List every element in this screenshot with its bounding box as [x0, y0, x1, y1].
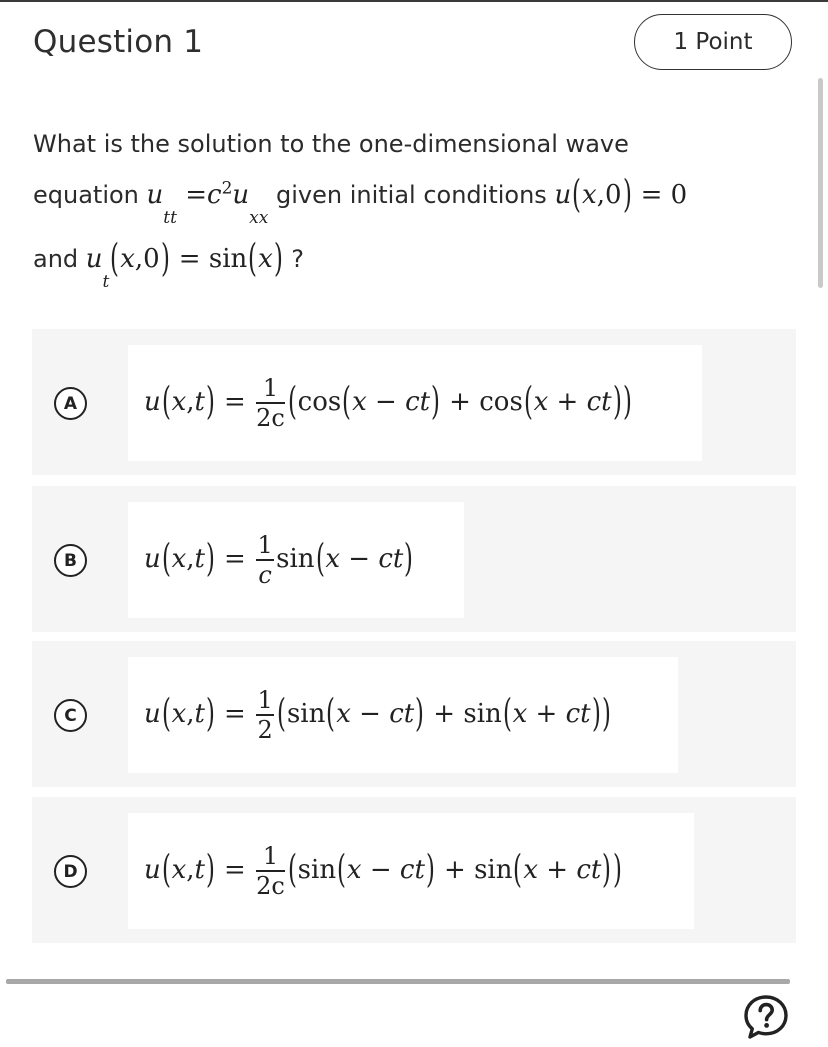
option-d-fraction: $\frac{1}{2c}$ [256, 842, 285, 900]
prompt-text-and: and [33, 245, 79, 273]
option-letter-b: B [54, 544, 87, 577]
option-a-formula: u(x,t) = $\frac{1}{2c}$ (cos(x − ct) + cos(x + ct)) [128, 345, 702, 461]
answer-option-a[interactable] [32, 329, 796, 475]
question-prompt-line2 [33, 172, 688, 228]
option-a-fraction: $\frac{1}{2c}$ [256, 374, 285, 432]
scrollbar[interactable] [818, 78, 823, 288]
points-badge: 1 Point [634, 14, 792, 70]
option-c-formula: u(x,t) = $\frac{1}{2}$ (sin(x − ct) + sin(x + ct)) [128, 657, 678, 773]
option-letter-a: A [54, 387, 87, 420]
top-divider [0, 0, 828, 2]
prompt-text-qmark: ? [291, 245, 304, 273]
option-letter-d: D [54, 855, 87, 888]
bottom-divider [6, 979, 790, 984]
option-c-fraction: $\frac{1}{2}$ [257, 686, 273, 744]
prompt-text-given: given initial conditions [275, 181, 547, 209]
option-d-formula: u(x,t) = $\frac{1}{2c}$ (sin(x − ct) + sin(x + ct)) [128, 813, 694, 929]
answer-option-d[interactable] [32, 797, 796, 943]
question-title: Question 1 [33, 24, 204, 60]
answer-option-b[interactable] [32, 486, 796, 632]
initial-condition-ut-math: $u_t(x,0) = \sin(x)$ [85, 236, 283, 292]
initial-condition-u-math: u(x,0) = 0 [554, 172, 688, 216]
prompt-text-equation: equation [33, 181, 139, 209]
question-prompt-line1: What is the solution to the one-dimensional wave [33, 130, 629, 158]
wave-equation-math: $u_{tt} =c^2u_{xx}$ [146, 178, 269, 228]
option-letter-c: C [54, 699, 87, 732]
option-b-formula: u(x,t) = $\frac{1}{c}$ sin(x − ct) [128, 502, 464, 618]
answer-option-c[interactable] [32, 641, 796, 787]
question-prompt-line3 [33, 236, 304, 292]
question-bubble-icon[interactable] [742, 993, 790, 1041]
option-b-fraction: $\frac{1}{c}$ [257, 531, 273, 589]
